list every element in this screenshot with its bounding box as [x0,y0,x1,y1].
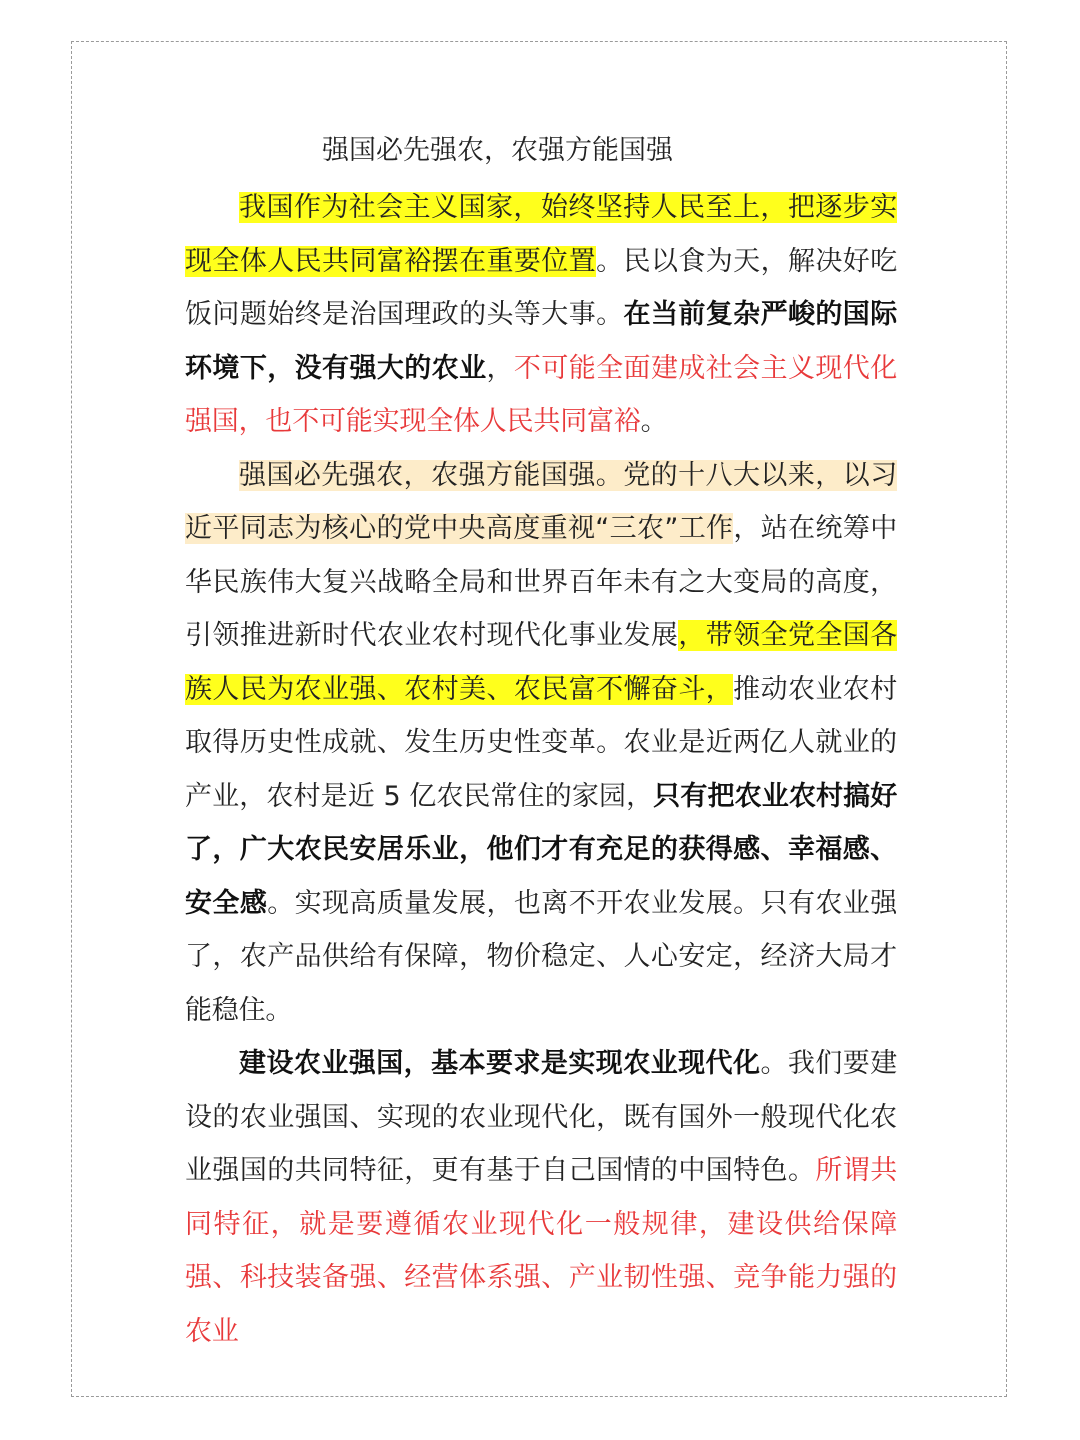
plain-text: 推动农业农村取得历史性成就、发生历史性变革。农业是近两亿人就业的产业，农村是近 5 亿农民常住的家园， [185,673,897,812]
paragraph-2 [185,449,897,1038]
red-text: 不可能全面建成社会主义现代化强国，也不可能实现全体人民共同富裕 [185,352,897,437]
document-body [185,181,897,1358]
paragraph-1 [185,181,897,449]
plain-text: 。我们要建设的农业强国、实现的农业现代化，既有国外一般现代化农业强国的共同特征，更有基于自己国情的中国特色。 [185,1048,898,1186]
document-title: 强国必先强农，农强方能国强 [322,135,673,166]
plain-text: 。 [640,406,668,437]
highlighted-text: 强国必先强农，农强方能国强。党的十八大以来，以习近平同志为核心的党中央高度重视“三农”工作 [185,459,897,544]
bold-text: 只有把农业农村搞好了，广大农民安居乐业，他们才有充足的获得感、幸福感、安全感 [185,780,898,919]
plain-text: 。实现高质量发展，也离不开农业发展。只有农业强了，农产品供给有保障，物价稳定、人心安定，经济大局才能稳住。 [185,887,897,1026]
highlighted-text: ，带领全党全国各族人民为农业强、农村美、农民富不懈奋斗， [185,620,897,705]
plain-text: ，站在统筹中华民族伟大复兴战略全局和世界百年未有之大变局的高度，引领推进新时代农业农村现代化事业发展 [185,513,897,651]
red-text: 所谓共同特征，就是要遵循农业现代化一般规律，建设供给保障强、科技装备强、经营体系强、产业韧性强、竞争能力强的农业 [185,1155,897,1347]
bold-text: 建设农业强国，基本要求是实现农业现代化 [239,1048,761,1079]
bold-text: 在当前复杂严峻的国际环境下，没有强大的农业 [185,299,897,384]
highlighted-text: 我国作为社会主义国家，始终坚持人民至上，把逐步实现全体人民共同富裕摆在重要位置 [185,192,897,277]
plain-text: 。民以食为天，解决好吃饭问题始终是治国理政的头等大事。 [185,245,897,330]
paragraph-3 [185,1037,897,1358]
plain-text: ， [486,352,514,384]
